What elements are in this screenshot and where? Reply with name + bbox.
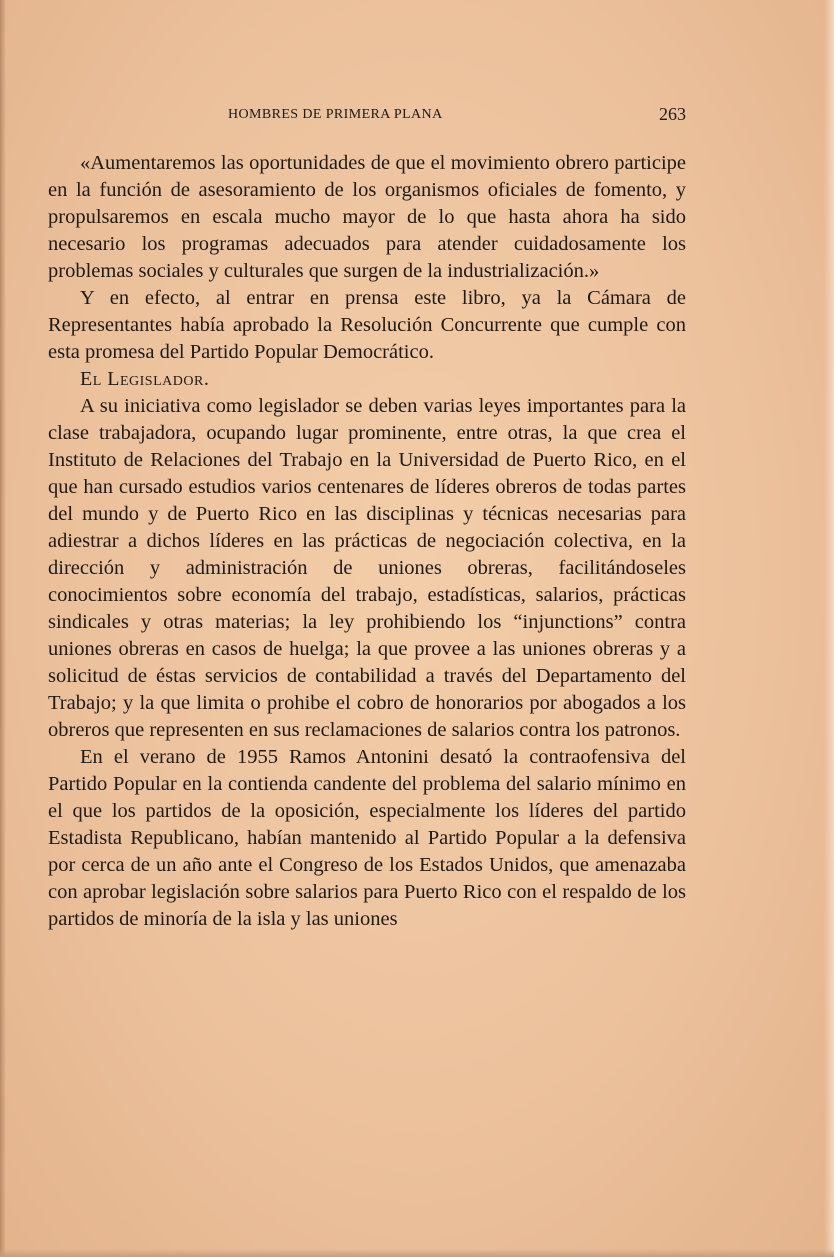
page-right-edge xyxy=(824,0,834,1257)
paragraph-resolution: Y en efecto, al entrar en prensa este libro, ya la Cámara de Representantes había aprobado la Resolución Concurrente que cumple con esta promesa del Partido Popular Democrático. xyxy=(48,287,686,363)
page-spine-shadow xyxy=(0,0,6,1257)
page-bottom-edge xyxy=(0,1249,834,1257)
running-header xyxy=(48,104,686,130)
section-heading: El Legislador. xyxy=(80,368,210,390)
paragraph-quote: «Aumentaremos las oportunidades de que el movimiento obrero participe en la función de asesoramiento de los organismos oficiales de fomento, y propulsaremos en escala mucho mayor de lo que hasta ahora ha sido necesario los programas adecuados para atender cuidadosamente los problemas sociales y culturales que surgen de la industrialización.» xyxy=(48,152,686,282)
page-number: 263 xyxy=(659,104,686,124)
paragraph-minimum-wage: En el verano de 1955 Ramos Antonini desató la contraofensiva del Partido Popular en la contienda candente del problema del salario mínimo en el que los partidos de la oposición, especialmente los líderes del partido Estadista Republicano, habían mantenido al Partido Popular a la defensiva por cerca de un año ante el Congreso de los Estados Unidos, que amenazaba con aprobar legislación sobre salarios para Puerto Rico con el respaldo de los partidos de minoría de la isla y las uniones xyxy=(48,746,686,930)
paragraph-legislator: A su iniciativa como legislador se deben varias leyes importantes para la clase trabajadora, ocupando lugar prominente, entre otras, la que crea el Instituto de Relaciones del Trabajo en la Universidad de Puerto Rico, en el que han cursado estudios varios centenares de líderes obreros de todas partes del mundo y de Puerto Rico en las disciplinas y técnicas necesarias para adiestrar a dichos líderes en las prácticas de negociación colectiva, en la dirección y administración de uniones obreras, facilitándoseles conocimientos sobre economía del trabajo, estadísticas, salarios, prácticas sindicales y otras materias; la ley prohibiendo los “injunctions” contra uniones obreras en casos de huelga; la que provee a las uniones obreras y a solicitud de éstas servicios de contabilidad a través del Departamento del Trabajo; y la que limita o prohibe el cobro de honorarios por abogados a los obreros que representen en sus reclamaciones de salarios contra los patronos. xyxy=(48,395,686,741)
running-title: HOMBRES DE PRIMERA PLANA xyxy=(228,107,443,122)
body-text xyxy=(48,150,686,933)
